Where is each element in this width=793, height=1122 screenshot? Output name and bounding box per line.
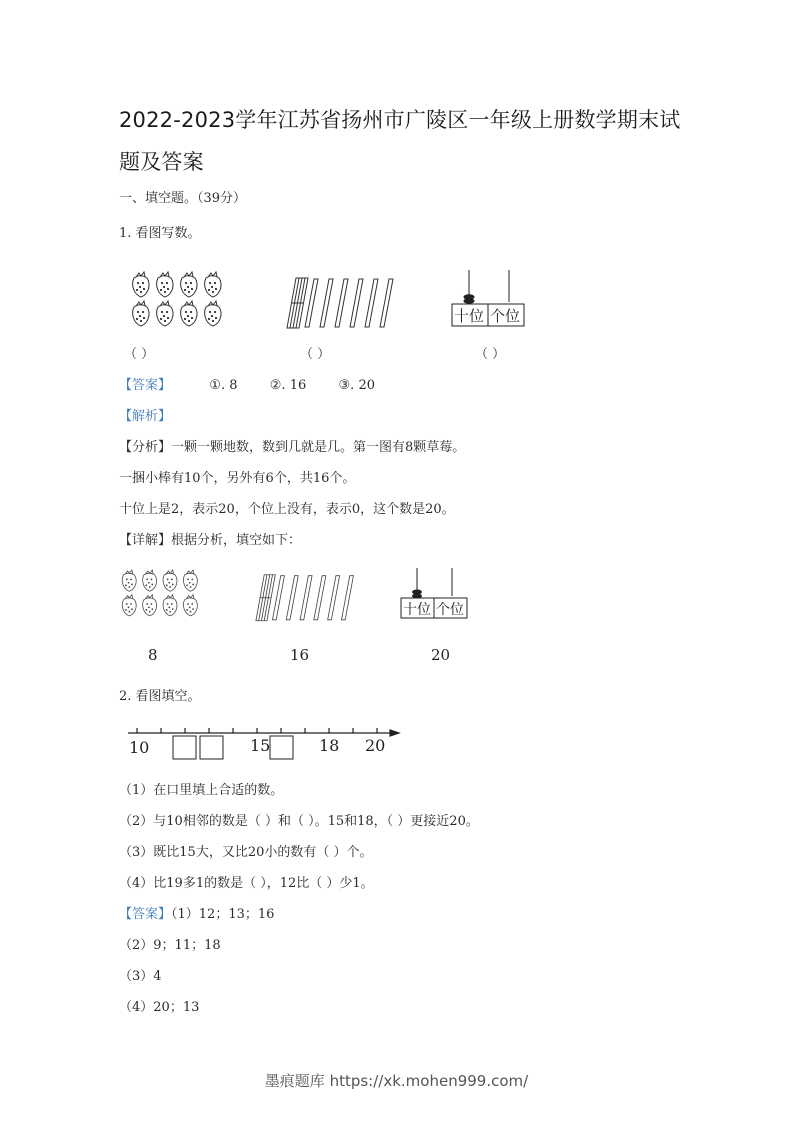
filled-answer-3: 20 (431, 646, 451, 664)
q2-part-4: （4）比19多1的数是（ ），12比（ ）少1。 (119, 876, 374, 891)
answer-tag-2: 【答案】 (119, 907, 172, 922)
document-title-line2: 题及答案 (119, 150, 204, 174)
sticks-picture-filled (255, 572, 360, 624)
detail-line: 【详解】根据分析，填空如下： (119, 533, 302, 548)
analysis-line-2: 一捆小棒有10个，另外有6个，共16个。 (119, 471, 356, 486)
tens-label-filled: 十位 (403, 602, 431, 618)
analysis-line-1: 【分析】一颗一颗地数，数到几就是几。第一图有8颗草莓。 (119, 440, 466, 455)
label-15: 15 (250, 736, 271, 755)
strawberries-picture (130, 272, 240, 332)
q1-answer-row (119, 374, 375, 393)
analysis-tag: 【解析】 (119, 409, 172, 424)
q2-part-1: （1）在口里填上合适的数。 (119, 783, 284, 798)
answer-3: ③. 20 (338, 378, 375, 393)
abacus-picture-filled (400, 568, 470, 620)
label-20: 20 (365, 736, 386, 755)
filled-answer-1: 8 (148, 646, 158, 664)
abacus-picture (451, 270, 531, 330)
q2-answer-3: （3）4 (119, 969, 162, 984)
tens-label: 十位 (454, 307, 485, 325)
blank-2[interactable]: （ ） (300, 347, 331, 362)
analysis-line-3: 十位上是2，表示20，个位上没有，表示0，这个数是20。 (119, 502, 455, 517)
sticks-picture (286, 275, 401, 330)
answer-tag: 【答案】 (119, 378, 172, 393)
blank-1[interactable]: （ ） (124, 347, 155, 362)
filled-answer-2: 16 (290, 646, 310, 664)
answer-2: ②. 16 (269, 378, 307, 393)
question-1-stem: 1. 看图写数。 (119, 226, 201, 241)
q2-part-2: （2）与10相邻的数是（ ）和（ ）。15和18，（ ）更接近20。 (119, 814, 479, 829)
answer-1: ①. 8 (209, 378, 238, 393)
document-title-line1: 2022-2023学年江苏省扬州市广陵区一年级上册数学期末试 (119, 108, 681, 132)
section-heading: 一、填空题。（39分） (119, 191, 247, 206)
label-10: 10 (129, 738, 150, 757)
q2-part-3: （3）既比15大，又比20小的数有（ ）个。 (119, 845, 373, 860)
footer-watermark: 墨痕题库 https://xk.mohen999.com/ (264, 1072, 529, 1090)
number-line (120, 722, 410, 764)
ones-label: 个位 (490, 307, 521, 325)
ones-label-filled: 个位 (436, 602, 464, 618)
q2-answer-4: （4）20；13 (119, 1000, 200, 1015)
label-18: 18 (319, 736, 340, 755)
q2-answer-row (119, 903, 274, 922)
blank-3[interactable]: （ ） (475, 347, 506, 362)
strawberries-picture-filled (120, 570, 210, 622)
q2-answer-1: （1）12；13；16 (171, 907, 275, 922)
q2-answer-2: （2）9；11；18 (119, 938, 221, 953)
question-2-stem: 2. 看图填空。 (119, 689, 201, 704)
